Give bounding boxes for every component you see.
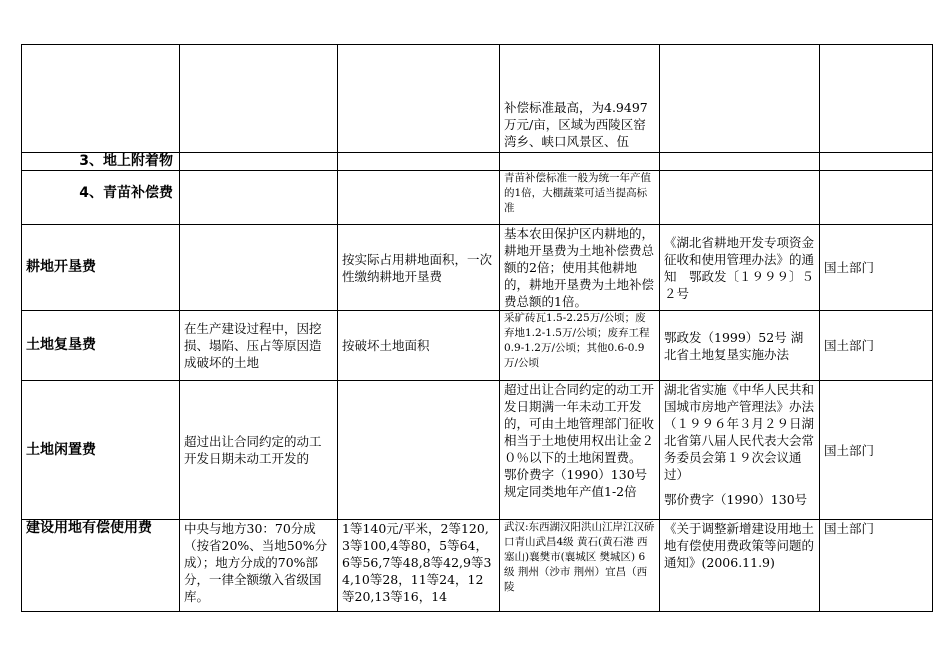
cell-name: 4、青苗补偿费	[22, 171, 180, 225]
table-row	[22, 225, 933, 311]
table-row	[22, 311, 933, 381]
cell-standard: 采矿砖瓦1.5-2.25万/公顷；废弃地1.2-1.5万/公顷；废弃工程0.9-1.2万/公顷；其他0.6-0.9万/公顷	[500, 311, 660, 381]
cell-basis: 按实际占用耕地面积，一次性缴纳耕地开垦费	[338, 225, 500, 311]
cell-policy: 《湖北省耕地开发专项资金征收和使用管理办法》的通知 鄂政发〔１９９９〕５２号	[660, 225, 820, 311]
cell-policy	[660, 45, 820, 153]
cell-scope: 中央与地方30：70分成（按省20%、当地50%分成）；地方分成的70%部分，一律全额缴入省级国库。	[180, 520, 338, 612]
cell-dept: 国土部门	[820, 381, 933, 520]
cell-dept: 国土部门	[820, 311, 933, 381]
cell-standard: 青苗补偿标准一般为统一年产值的1倍，大棚蔬菜可适当提高标准	[500, 171, 660, 225]
cell-dept	[820, 153, 933, 171]
cell-scope	[180, 171, 338, 225]
cell-scope	[180, 45, 338, 153]
cell-standard	[500, 381, 660, 520]
cell-dept	[820, 171, 933, 225]
table-row	[22, 153, 933, 171]
cell-dept	[820, 45, 933, 153]
standard-text: 超过出让合同约定的动工开发日期满一年未动工开发的，可由土地管理部门征收相当于土地使用权出让金２０％以下的土地闲置费。	[504, 382, 655, 465]
cell-basis: 按破坏土地面积	[338, 311, 500, 381]
cell-basis	[338, 45, 500, 153]
cell-name	[22, 45, 180, 153]
cell-policy	[660, 153, 820, 171]
cell-name: 3、地上附着物	[22, 153, 180, 171]
table-row	[22, 520, 933, 612]
policy-text: 湖北省实施《中华人民共和国城市房地产管理法》办法（１９９６年３月２９日湖北省第八届人民代表大会常务委员会第１９次会议通过）	[664, 382, 815, 482]
cell-name: 土地复垦费	[22, 311, 180, 381]
cell-basis	[338, 153, 500, 171]
cell-standard: 武汉:东西湖汉阳洪山江岸江汉硚口青山武昌4级 黄石(黄石港 西塞山)襄樊市(襄城区 樊城区) 6级 荆州（沙市 荆州）宜昌（西陵	[500, 520, 660, 612]
fee-table	[21, 44, 933, 612]
cell-dept: 国土部门	[820, 225, 933, 311]
cell-policy: 鄂政发（1999）52号 湖北省土地复垦实施办法	[660, 311, 820, 381]
cell-scope	[180, 225, 338, 311]
cell-policy	[660, 171, 820, 225]
cell-name: 建设用地有偿使用费	[22, 520, 180, 612]
cell-basis	[338, 171, 500, 225]
standard-note: 鄂价费字（1990）130号规定同类地年产值1-2倍	[504, 467, 648, 499]
cell-scope: 在生产建设过程中，因挖损、塌陷、压占等原因造成破坏的土地	[180, 311, 338, 381]
cell-policy: 《关于调整新增建设用地土地有偿使用费政策等问题的通知》(2006.11.9)	[660, 520, 820, 612]
cell-standard	[500, 153, 660, 171]
cell-scope: 超过出让合同约定的动工开发日期未动工开发的	[180, 381, 338, 520]
cell-name: 耕地开垦费	[22, 225, 180, 311]
table-row	[22, 45, 933, 153]
cell-basis	[338, 381, 500, 520]
cell-name: 土地闲置费	[22, 381, 180, 520]
cell-basis: 1等140元/平米，2等120,3等100,4等80，5等64，6等56,7等48,8等42,9等34,10等28，11等24，12等20,13等16，14	[338, 520, 500, 612]
cell-standard: 补偿标准最高，为4.9497万元/亩，区域为西陵区窑湾乡、峡口风景区、伍	[500, 45, 660, 153]
policy-note: 鄂价费字（1990）130号	[664, 492, 808, 507]
cell-scope	[180, 153, 338, 171]
cell-dept: 国土部门	[820, 520, 933, 612]
cell-standard: 基本农田保护区内耕地的，耕地开垦费为土地补偿费总额的2倍；使用其他耕地的，耕地开垦费为土地补偿费总额的1倍。	[500, 225, 660, 311]
cell-policy	[660, 381, 820, 520]
table-row	[22, 171, 933, 225]
table-row	[22, 381, 933, 520]
